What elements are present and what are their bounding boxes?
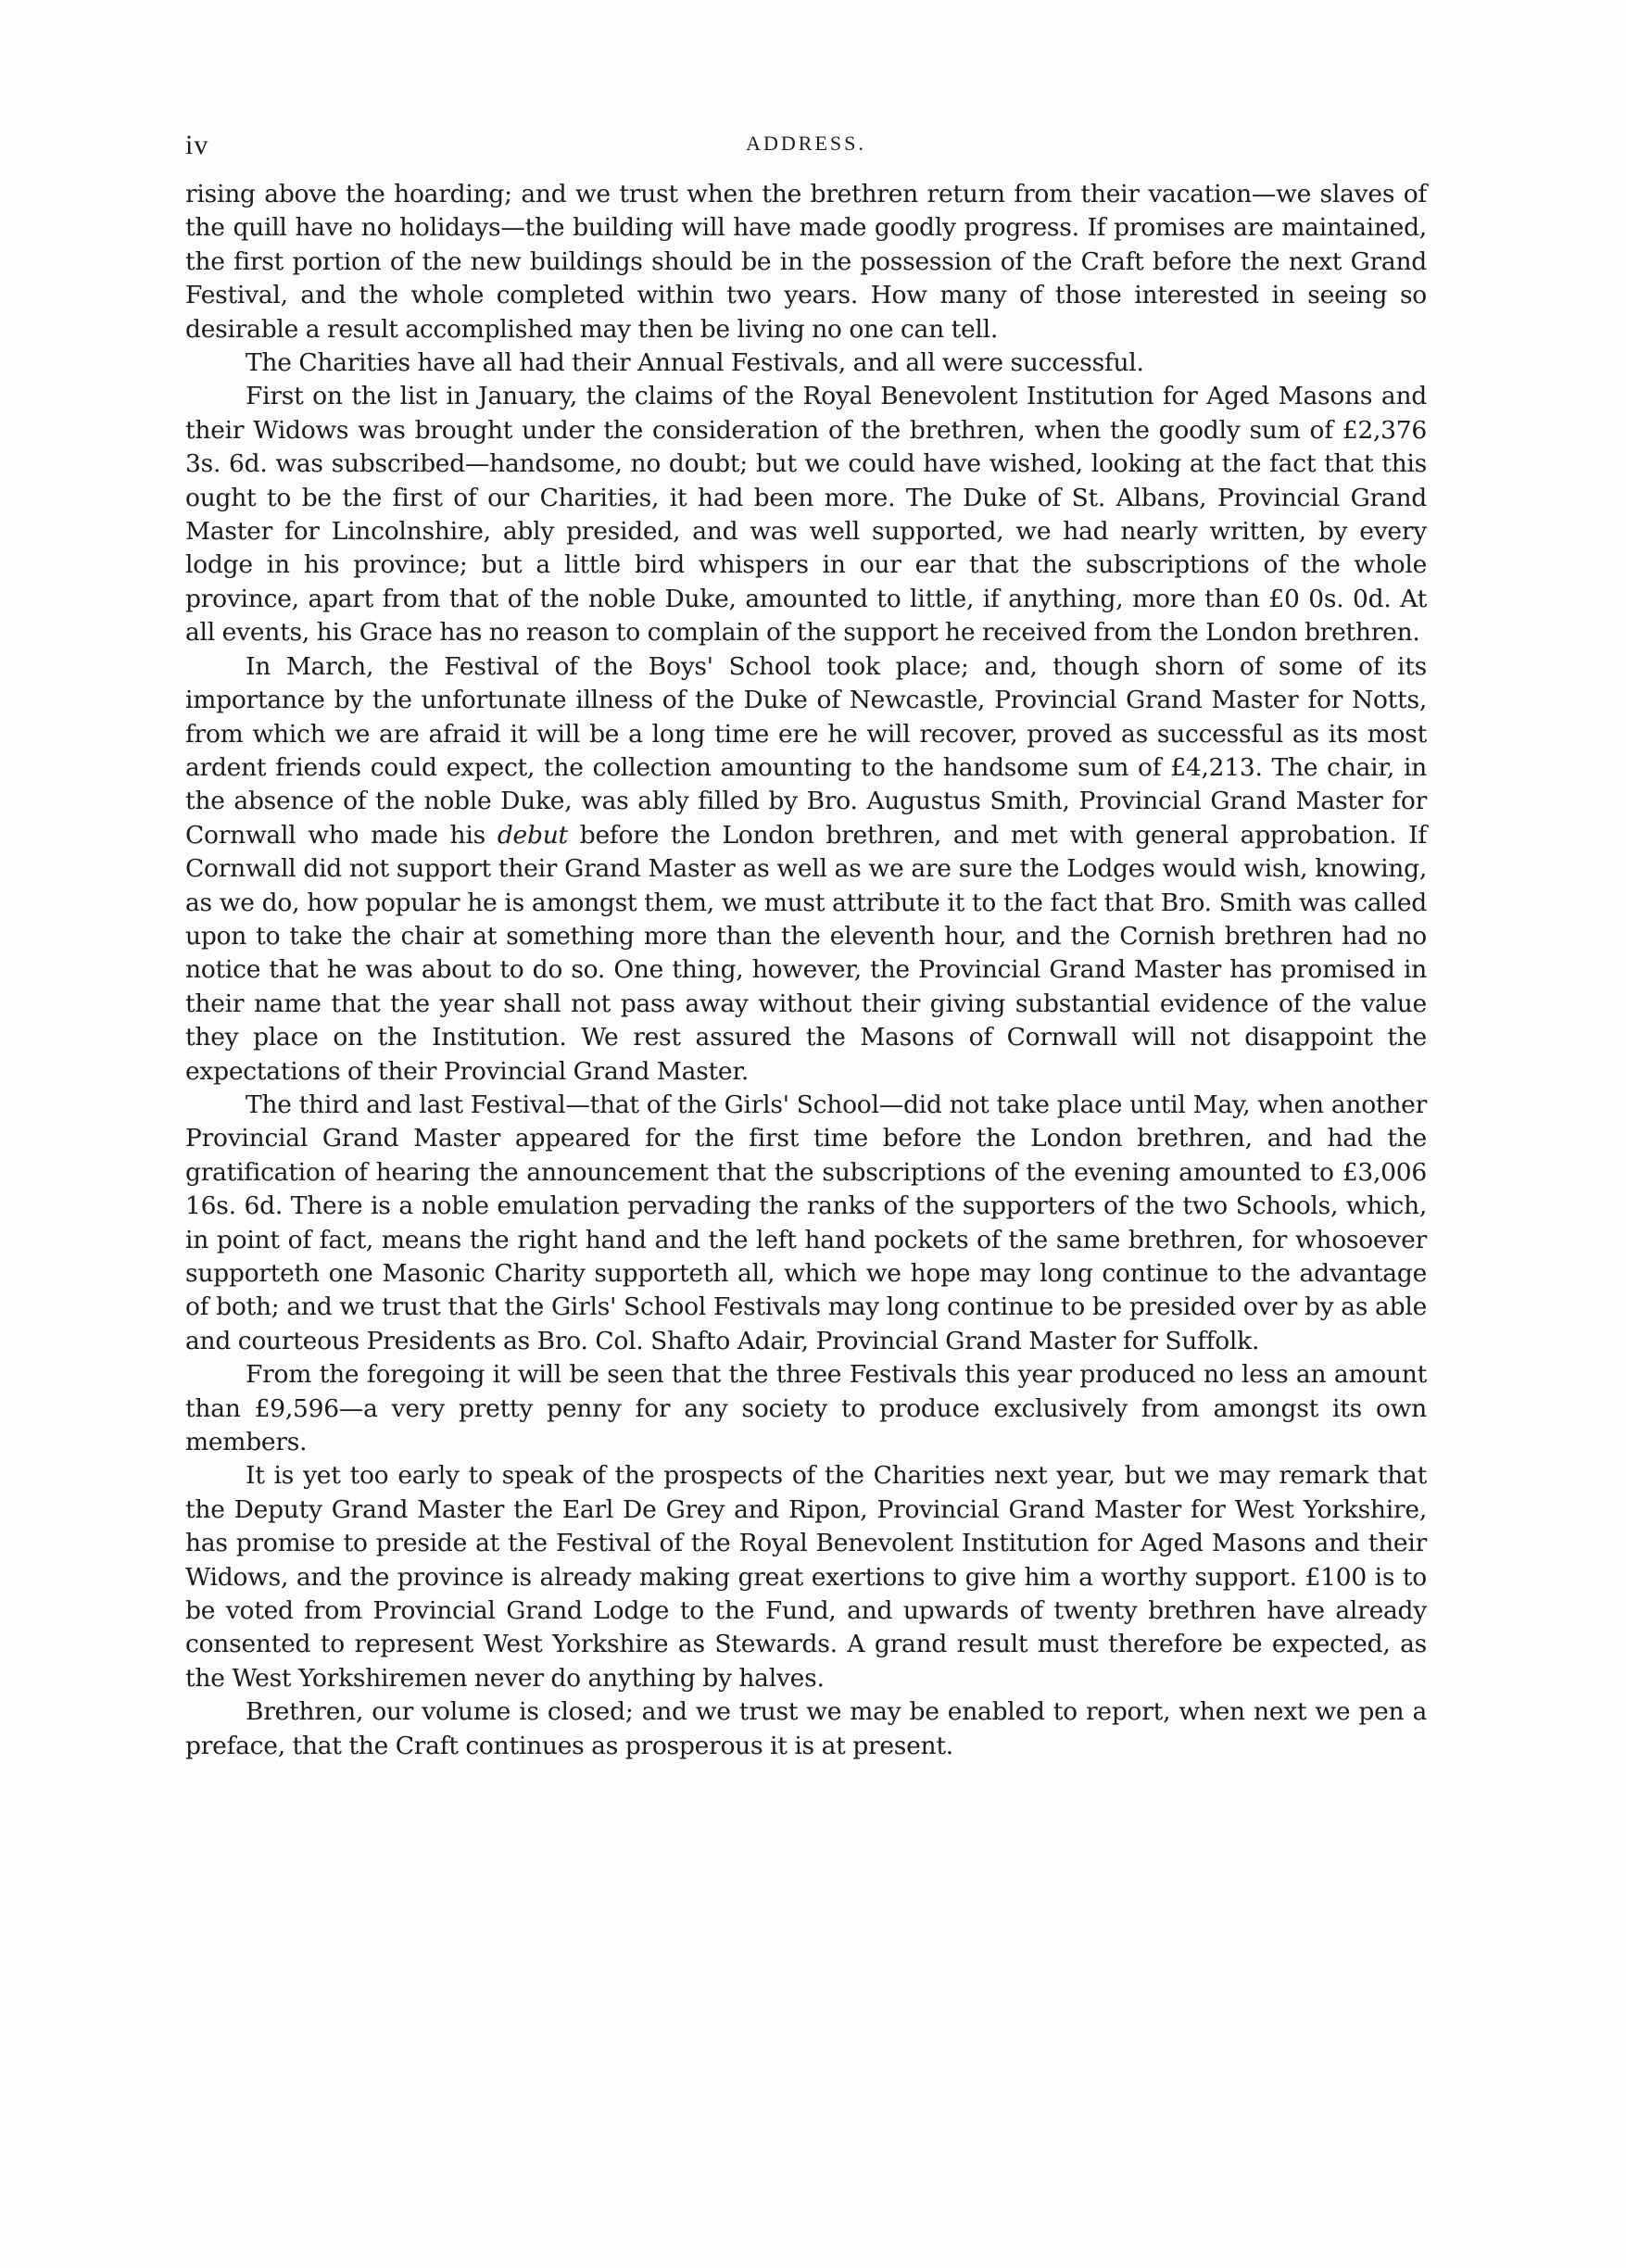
paragraph-next-year-prospects: It is yet too early to speak of the prospects of the Charities next year, but we may remark that the Deputy Grand Master the Earl De Grey and Ripon, Provincial Grand Master for West Yorkshire, has promise to preside at the Festival of the Royal Benevolent Institution for Aged Masons and their Widows, and the province is already making great exertions to give him a worthy support. £100 is to be voted from Provincial Grand Lodge to the Fund, and upwards of twenty brethren have already consented to represent West Yorkshire as Stewards. A grand result must therefore be expected, as the West Yorkshiremen never do anything by halves. — [185, 1461, 1427, 1693]
paragraph-boys-school-text-after: before the London brethren, and met with general approbation. If Cornwall did not support their Grand Master as well as we are sure the Lodges would wish, knowing, as we do, how popular he is amongst them, we must attribute it to the fact that Bro. Smith was called upon to take the chair at something more than the eleventh hour, and the Cornish brethren had no notice that he was about to do so. One thing, however, the Provincial Grand Master has promised in their name that the year shall not pass away without their giving substantial evidence of the value they place on the Institution. We rest assured the Masons of Cornwall will not disappoint the expectations of their Provincial Grand Master. — [185, 820, 1427, 1086]
paragraph-boys-school-text-before: In March, the Festival of the Boys' School took place; and, though shorn of some of its importance by the unfortunate illness of the Duke of Newcastle, Provincial Grand Master for Notts, from which we are afraid it will be a long time ere he will recover, proved as successful as its most ardent friends could expect, the collection amounting to the handsome sum of £4,213. The chair, in the absence of the noble Duke, was ably filled by Bro. Augustus Smith, Provincial Grand Master for Cornwall who made his — [185, 651, 1427, 850]
paragraph-benevolent-institution: First on the list in January, the claims of the Royal Benevolent Institution for Aged Masons and their Widows was brought under the consideration of the brethren, when the goodly sum of £2,376 3s. 6d. was subscribed—handsome, no doubt; but we could have wished, looking at the fact that this ought to be the first of our Charities, it had been more. The Duke of St. Albans, Provincial Grand Master for Lincolnshire, ably presided, and was well supported, we had nearly written, by every lodge in his province; but a little bird whispers in our ear that the subscriptions of the whole province, apart from that of the noble Duke, amounted to little, if anything, more than £0 0s. 0d. At all events, his Grace has no reason to complain of the support he received from the London brethren. — [185, 382, 1427, 648]
page-number: iv — [185, 130, 209, 160]
paragraph-continuation: rising above the hoarding; and we trust when the brethren return from their vacation—we slaves of the quill have no holidays—the building will have made goodly progress. If promises are maintained, the first portion of the new buildings should be in the possession of the Craft before the next Grand Festival, and the whole completed within two years. How many of those interested in seeing so desirable a result accomplished may then be living no one can tell. — [185, 180, 1427, 344]
paragraph-closing: Brethren, our volume is closed; and we trust we may be enabled to report, when next we pen a preface, that the Craft continues as prosperous it is at present. — [185, 1697, 1427, 1760]
italic-emphasis: debut — [497, 820, 568, 850]
paragraph-charities-intro: The Charities have all had their Annual Festivals, and all were successful. — [246, 348, 1144, 378]
running-title: ADDRESS. — [746, 132, 866, 155]
paragraph-boys-school — [185, 650, 1427, 1089]
paragraph-girls-school: The third and last Festival—that of the Girls' School—did not take place until May, when another Provincial Grand Master appeared for the first time before the London brethren, and had the gratification of hearing the announcement that the subscriptions of the evening amounted to £3,006 16s. 6d. There is a noble emulation pervading the ranks of the supporters of the two Schools, which, in point of fact, means the right hand and the left hand pockets of the same brethren, for whosoever supporteth one Masonic Charity supporteth all, which we hope may long continue to the advantage of both; and we trust that the Girls' School Festivals may long continue to be presided over by as able and courteous Presidents as Bro. Col. Shafto Adair, Provincial Grand Master for Suffolk. — [185, 1090, 1427, 1355]
body-text — [185, 178, 1427, 1763]
paragraph-festival-totals: From the foregoing it will be seen that the three Festivals this year produced no less an amount than £9,596—a very pretty penny for any society to produce exclusively from amongst its own members. — [185, 1360, 1427, 1457]
running-head — [185, 130, 1427, 167]
